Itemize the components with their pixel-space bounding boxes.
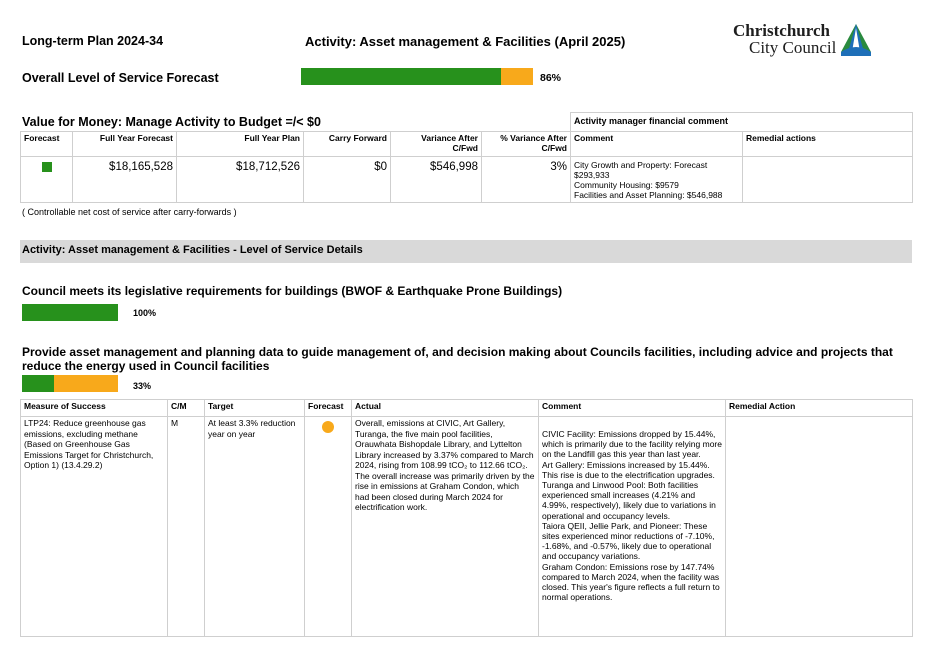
actual-cell: Overall, emissions at CIVIC, Art Gallery, Turanga, the five main pool facilities, Orauwhata Bishopdale Library, and Lyttelton Library increased by 3.37% compared to March 2024, rising from 108.99 tCO₂ to 112.66 tCO₂. The overall increase was primarily driven by the rise in emissions at Graham Condon, which had been closed during March 2024 for electrification work. xyxy=(352,417,539,637)
col-forecast2: Forecast xyxy=(305,400,352,417)
col-remedial-action: Remedial Action xyxy=(726,400,913,417)
cm-cell: M xyxy=(168,417,205,637)
col-carry-forward: Carry Forward xyxy=(304,132,391,157)
forecast-orange-dot-icon xyxy=(322,421,334,433)
los2-bar-orange xyxy=(54,375,118,392)
activity-title: Activity: Asset management & Facilities (April 2025) xyxy=(305,34,626,49)
manager-comment-title: Activity manager financial comment xyxy=(571,113,913,132)
col-full-year-forecast: Full Year Forecast xyxy=(73,132,177,157)
los1-bar-green xyxy=(22,304,118,321)
logo-line2: City Council xyxy=(749,38,837,57)
financial-comment xyxy=(571,157,743,203)
overall-percent: 86% xyxy=(540,72,562,84)
col-full-year-plan: Full Year Plan xyxy=(177,132,304,157)
los1-percent: 100% xyxy=(133,308,157,318)
col-comment: Comment xyxy=(571,132,743,157)
measures-table xyxy=(20,399,913,637)
details-section-title: Activity: Asset management & Facilities - Level of Service Details xyxy=(22,244,363,256)
overall-bar-orange xyxy=(501,68,533,85)
forecast-green-square-icon xyxy=(42,162,52,172)
comment-cell: CIVIC Facility: Emissions dropped by 15.44%, which is primarily due to the facility relying more on the Landfill gas this year than last year. Art Gallery: Emissions increased by 15.44%. This rise is due to the electrification upgrades. Turanga and Linwood Pool: Both facilities experienced small increases (4.21% and 4.99%, respectively), likely due to variations in operational and occupancy levels. Taiora QEII, Jellie Park, and Pioneer: These sites experienced minor reductions of -7.10%, -1.68%, and -0.57%, likely due to operational and occupancy variations. Graham Condon: Emissions rose by 147.74% compared to March 2024, when the facility was closed. This year's figure reflects a full return to normal operations. xyxy=(539,417,726,637)
los2-percent: 33% xyxy=(133,381,152,391)
col-comment2: Comment xyxy=(539,400,726,417)
comment-line: Facilities and Asset Planning: $546,988 xyxy=(574,190,723,200)
budget-footnote: ( Controllable net cost of service after carry-forwards ) xyxy=(22,207,237,217)
variance-value: $546,998 xyxy=(391,157,482,203)
full-year-forecast-value: $18,165,528 xyxy=(73,157,177,203)
col-remedial: Remedial actions xyxy=(743,132,913,157)
comment-line: City Growth and Property: Forecast $293,933 xyxy=(574,160,708,180)
plan-title: Long-term Plan 2024-34 xyxy=(22,34,164,48)
details-section-bar xyxy=(20,240,912,263)
measure-cell: LTP24: Reduce greenhouse gas emissions, excluding methane (Based on Greenhouse Gas Emissions Target for Christchurch, Option 1) (13.4.29.2) xyxy=(21,417,168,637)
budget-title: Value for Money: Manage Activity to Budget =/< $0 xyxy=(22,115,321,129)
pct-variance-value: 3% xyxy=(482,157,571,203)
col-pct-variance: % Variance After C/Fwd xyxy=(482,132,571,157)
logo-line1: Christchurch xyxy=(733,21,830,40)
col-cm: C/M xyxy=(168,400,205,417)
remedial-actions-cell xyxy=(743,157,913,203)
col-actual: Actual xyxy=(352,400,539,417)
los2-bar-green xyxy=(22,375,54,392)
comment-line: Community Housing: $9579 xyxy=(574,180,679,190)
overall-bar-green xyxy=(301,68,501,85)
full-year-plan-value: $18,712,526 xyxy=(177,157,304,203)
los1-progress-bar xyxy=(22,304,118,321)
budget-table xyxy=(20,112,913,203)
col-target: Target xyxy=(205,400,305,417)
carry-forward-value: $0 xyxy=(304,157,391,203)
remedial-action-cell xyxy=(726,417,913,637)
los1-title: Council meets its legislative requirements for buildings (BWOF & Earthquake Prone Buildings) xyxy=(22,284,563,298)
los2-progress-bar xyxy=(22,375,118,392)
col-variance: Variance After C/Fwd xyxy=(391,132,482,157)
cathedral-logo-icon xyxy=(838,22,874,56)
target-cell: At least 3.3% reduction year on year xyxy=(205,417,305,637)
col-forecast: Forecast xyxy=(21,132,73,157)
overall-label: Overall Level of Service Forecast xyxy=(22,71,219,85)
overall-progress-bar xyxy=(301,68,533,85)
los2-title: Provide asset management and planning data to guide management of, and decision making about Councils facilities, including advice and projects that reduce the energy used in Council facilities xyxy=(22,345,893,373)
col-measure: Measure of Success xyxy=(21,400,168,417)
